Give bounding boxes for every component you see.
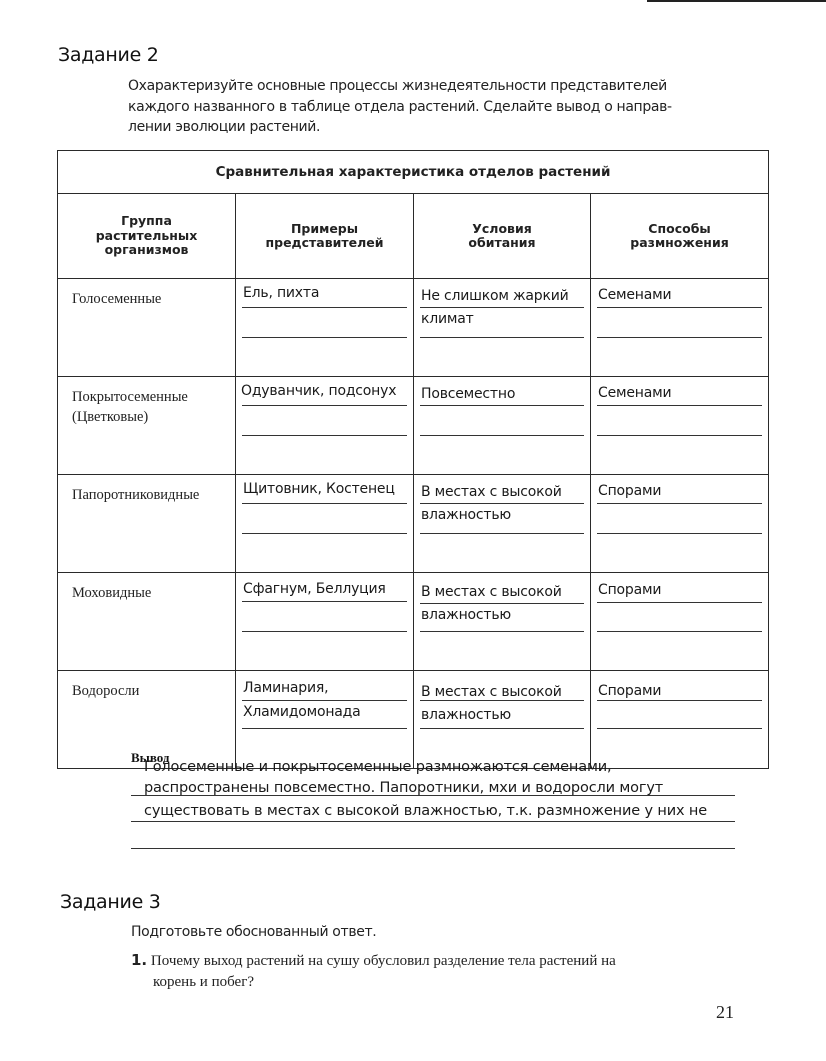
examples-cell[interactable]: Ламинария, Хламидомонада [236,671,414,769]
write-line [420,405,584,406]
habitat-cell[interactable]: Не слишком жаркий климат [414,279,591,377]
write-line [420,533,584,534]
write-line [597,533,762,534]
question-1: 1. Почему выход растений на сушу обусловил разделение тела растений на корень и побег? [131,951,616,990]
write-line [420,700,584,701]
table-caption: Сравнительная характеристика отделов растений [58,151,769,194]
write-line [242,307,407,308]
write-line [597,700,762,701]
header-examples: Примеры представителей [236,194,414,279]
task-3-instruction: Подготовьте обоснованный ответ. [131,924,377,940]
write-line [597,631,762,632]
task-3-title: Задание 3 [60,891,161,913]
habitat-cell[interactable]: В местах с высокой влажностью [414,475,591,573]
write-line [242,728,407,729]
header-habitat: Условия обитания [414,194,591,279]
examples-cell[interactable]: Сфагнум, Беллуция [236,573,414,671]
write-line [420,337,584,338]
write-line [420,631,584,632]
write-line [131,848,735,849]
conclusion-line[interactable]: Голосеменные и покрытосеменные размножаются семенами, [144,759,612,775]
header-group: Группа растительных организмов [58,194,236,279]
group-cell: Покрытосеменные (Цветковые) [58,377,236,475]
table-row [58,475,769,573]
task-2-title: Задание 2 [58,44,159,66]
write-line [597,307,762,308]
write-line [242,631,407,632]
habitat-cell[interactable]: В местах с высокой влажностью [414,573,591,671]
examples-cell[interactable]: Одуванчик, подсонух [236,377,414,475]
page-number: 21 [716,1002,734,1022]
instruction-line: лении эволюции растений. [128,119,321,135]
habitat-cell[interactable]: В местах с высокой влажностью [414,671,591,769]
write-line [420,603,584,604]
header-reproduction: Способы размножения [591,194,769,279]
instruction-line: Охарактеризуйте основные процессы жизнедеятельности представителей [128,78,667,94]
task-2-instruction [128,76,672,138]
instruction-line: каждого названного в таблице отдела растений. Сделайте вывод о направ- [128,98,672,115]
write-line [597,602,762,603]
write-line [597,405,762,406]
write-line [242,601,407,602]
table-row [58,377,769,475]
group-cell: Водоросли [58,671,236,769]
group-cell: Папоротниковидные [58,475,236,573]
reproduction-cell[interactable]: Семенами [591,377,769,475]
write-line [131,821,735,822]
top-border-rule [647,0,826,2]
write-line [242,503,407,504]
examples-cell[interactable]: Щитовник, Костенец [236,475,414,573]
write-line [597,503,762,504]
write-line [420,728,584,729]
table-row [58,279,769,377]
reproduction-cell[interactable]: Семенами [591,279,769,377]
write-line [242,435,407,436]
habitat-cell[interactable]: Повсеместно [414,377,591,475]
write-line [420,503,584,504]
group-cell: Голосеменные [58,279,236,377]
write-line [597,435,762,436]
write-line [597,728,762,729]
reproduction-cell[interactable]: Спорами [591,573,769,671]
table-row [58,573,769,671]
conclusion-label: Вывод [131,750,170,765]
comparison-table [57,150,769,769]
write-line [242,405,407,406]
examples-cell[interactable]: Ель, пихта [236,279,414,377]
reproduction-cell[interactable]: Спорами [591,475,769,573]
conclusion-line[interactable]: распространены повсеместно. Папоротники, мхи и водоросли могут [144,780,664,796]
write-line [420,435,584,436]
write-line [242,700,407,701]
conclusion-line[interactable]: существовать в местах с высокой влажностью, т.к. размножение у них не [144,803,707,819]
group-cell: Моховидные [58,573,236,671]
reproduction-cell[interactable]: Спорами [591,671,769,769]
write-line [242,533,407,534]
write-line [597,337,762,338]
question-number: 1. [131,951,148,969]
write-line [242,337,407,338]
write-line [420,307,584,308]
